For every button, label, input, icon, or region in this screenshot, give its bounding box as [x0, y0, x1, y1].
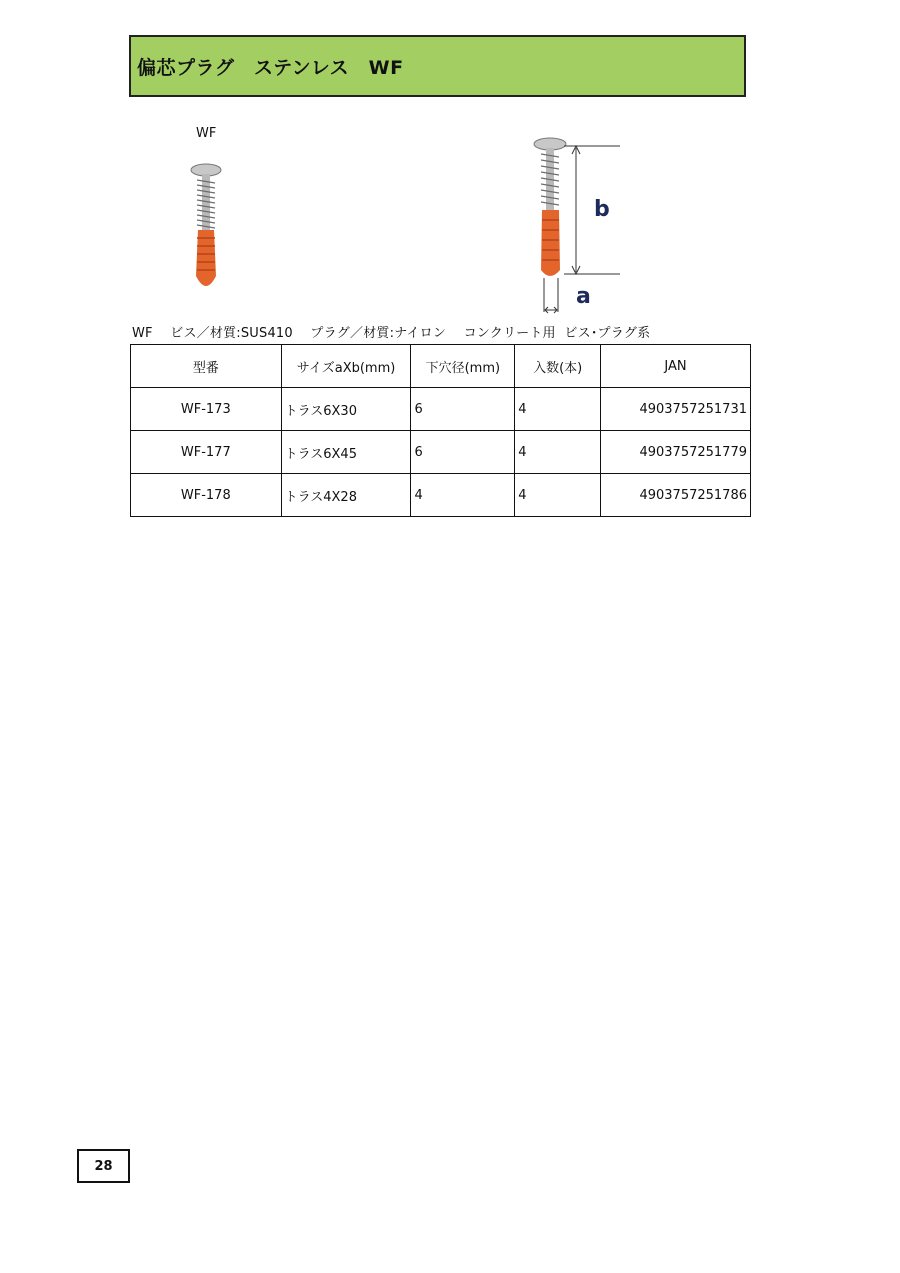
header-model: 型番 [131, 345, 282, 388]
page-number [77, 1149, 130, 1183]
table-row [131, 388, 751, 431]
table-row [131, 431, 751, 474]
cell-size: トラス6X45 [281, 431, 411, 474]
product-photo-image [178, 158, 234, 298]
cell-jan: 4903757251786 [601, 474, 751, 517]
dimension-label-a: a [576, 284, 591, 309]
cell-qty: 4 [515, 388, 601, 431]
spec-table [130, 344, 751, 517]
table-row [131, 474, 751, 517]
header-quantity: 入数(本) [515, 345, 601, 388]
header-hole-diameter: 下穴径(mm) [411, 345, 515, 388]
cell-hole: 6 [411, 388, 515, 431]
page-title [129, 35, 746, 97]
cell-model: WF-178 [131, 474, 282, 517]
cell-hole: 6 [411, 431, 515, 474]
product-label: WF [196, 126, 217, 141]
page-number-text: 28 [94, 1158, 113, 1174]
header-jan: JAN [601, 345, 751, 388]
page-title-text: 偏芯プラグ ステンレス WF [137, 56, 404, 79]
table-header-row [131, 345, 751, 388]
header-size: サイズaXb(mm) [281, 345, 411, 388]
cell-qty: 4 [515, 431, 601, 474]
spec-description: WF ビス／材質:SUS410 プラグ／材質:ナイロン コンクリート用 ビス･プラグ系 [132, 326, 651, 341]
cell-jan: 4903757251731 [601, 388, 751, 431]
cell-size: トラス6X30 [281, 388, 411, 431]
cell-size: トラス4X28 [281, 474, 411, 517]
cell-hole: 4 [411, 474, 515, 517]
cell-model: WF-173 [131, 388, 282, 431]
dimension-label-b: b [594, 197, 610, 222]
cell-model: WF-177 [131, 431, 282, 474]
cell-jan: 4903757251779 [601, 431, 751, 474]
cell-qty: 4 [515, 474, 601, 517]
